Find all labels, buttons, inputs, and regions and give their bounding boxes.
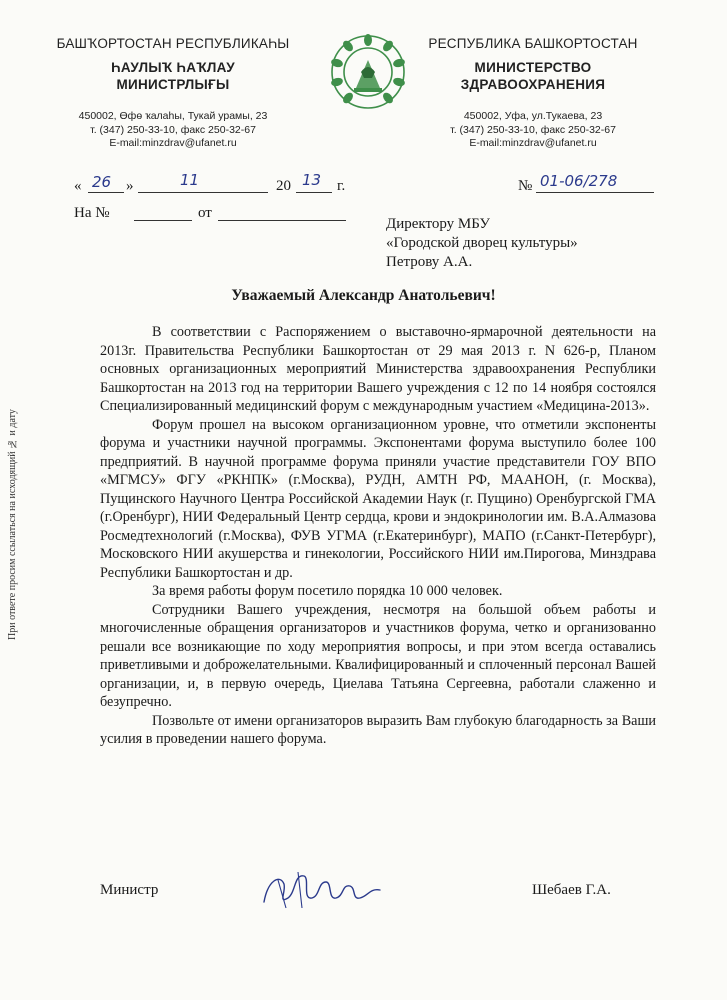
ministry-name-russian-line1: МИНИСТЕРСТВО xyxy=(474,60,592,75)
date-day-handwritten: 26 xyxy=(92,173,112,191)
reference-number-line xyxy=(134,220,192,221)
address-russian: 450002, Уфа, ул.Тукаева, 23 xyxy=(463,110,603,122)
signatory-title: Министр xyxy=(100,882,159,898)
ministry-name-bashkir-line1: ҺАУЛЫҠ ҺАҠЛАУ xyxy=(111,60,235,75)
date-open-quote: « xyxy=(74,178,82,194)
phone-bashkir: т. (347) 250-33-10, факс 250-32-67 xyxy=(90,123,256,136)
date-day-line xyxy=(88,192,124,193)
salutation: Уважаемый Александр Анатольевич! xyxy=(231,287,496,304)
handwritten-signature xyxy=(258,860,388,920)
emblem-icon xyxy=(328,32,408,112)
addressee-line3: Петрову А.А. xyxy=(386,254,473,270)
side-note: При ответе просим ссылаться на исходящий № и дату xyxy=(7,409,18,640)
number-line xyxy=(536,192,654,193)
paragraph-gratitude: Позвольте от имени организаторов выразить Вам глубокую благодарность за Ваши усилия в проведении нашего форума. xyxy=(100,712,656,747)
date-year-prefix: 20 xyxy=(276,178,291,194)
outgoing-number-handwritten: 01-06/278 xyxy=(540,172,618,190)
reference-from: от xyxy=(198,205,212,221)
number-label: № xyxy=(518,178,533,194)
paragraph-attendance: За время работы форум посетило порядка 10 000 человек. xyxy=(152,583,503,599)
date-year-handwritten: 13 xyxy=(302,171,322,189)
date-month-handwritten: 11 xyxy=(180,171,200,189)
ministry-name-russian-line2: ЗДРАВООХРАНЕНИЯ xyxy=(460,77,606,92)
date-month-line xyxy=(138,192,268,193)
header-right xyxy=(408,36,658,151)
phone-russian: т. (347) 250-33-10, факс 250-32-67 xyxy=(450,123,616,136)
ministry-name-bashkir-line2: МИНИСТРЛЫҒЫ xyxy=(116,77,230,92)
letter-body xyxy=(100,323,656,749)
reference-prefix: На № xyxy=(74,205,110,221)
reference-date-line xyxy=(218,220,346,221)
date-year-label: г. xyxy=(337,178,346,194)
paragraph-intro: В соответствии с Распоряжением о выставочно-ярмарочной деятельности на 2013г. Правительства Республики Башкортостан от 29 мая 2013 г. N 626-р, Планом основных организационных мероприятий Министерства здравоохранения Республики Башкортостан на 2013 год на территории Вашего учреждения с 12 по 14 ноября состоялся Специализированный медицинский форум с международным участием «Медицина-2013». xyxy=(100,324,656,414)
header-left xyxy=(48,36,298,151)
signatory-name: Шебаев Г.А. xyxy=(532,882,611,898)
paragraph-participants: Форум прошел на высоком организационном уровне, что отметили экспоненты форума и участники научной программы. Экспонентами форума выступило более 100 предприятий. В научной программе форума приняли участие представители ГОУ ВПО «МГМСУ» ФГУ «РКНПК» (г.Москва), РУДН, АМТН РФ, МААНОН, (г. Москва), Пущинского Научного Центра Российской Академии Наук (г. Пущино) Оренбургской ГМА (г.Оренбург), НИИ Федеральный Центр сердца, крови и эндокринологии им. В.А.Алмазова Росмедтехнологий (г.Москва), ФУВ УГМА (г.Екатеринбург), МАПО (г.Санкт-Петербург), Московского НИИ акушерства и гинекологии, Российского НИИ им.Пирогова, Минздрава Республики Башкортостан и др. xyxy=(100,416,656,581)
email-bashkir: E-mail:minzdrav@ufanet.ru xyxy=(109,137,237,149)
addressee-line2: «Городской дворец культуры» xyxy=(386,235,578,251)
date-close-quote: » xyxy=(126,178,134,194)
republic-name-bashkir: БАШҠОРТОСТАН РЕСПУБЛИКАҺЫ xyxy=(56,36,290,51)
date-year-line xyxy=(296,192,332,193)
address-bashkir: 450002, Өфө ҡалаһы, Тукай урамы, 23 xyxy=(78,110,268,122)
email-russian: E-mail:minzdrav@ufanet.ru xyxy=(469,137,597,149)
republic-name-russian: РЕСПУБЛИКА БАШКОРТОСТАН xyxy=(428,36,638,51)
paragraph-staff-thanks: Сотрудники Вашего учреждения, несмотря на большой объем работы и многочисленные обращения организаторов и участников форума, четко и организованно решали все возникающие по ходу мероприятия вопросы, и при этом всегда оставались приветливыми и доброжелательными. Квалифицированный и сплоченный персонал Вашей организации, и, в первую очередь, Циелава Татьяна Сергеевна, работали слаженно и безупречно. xyxy=(100,601,656,710)
addressee-line1: Директору МБУ xyxy=(386,216,490,232)
